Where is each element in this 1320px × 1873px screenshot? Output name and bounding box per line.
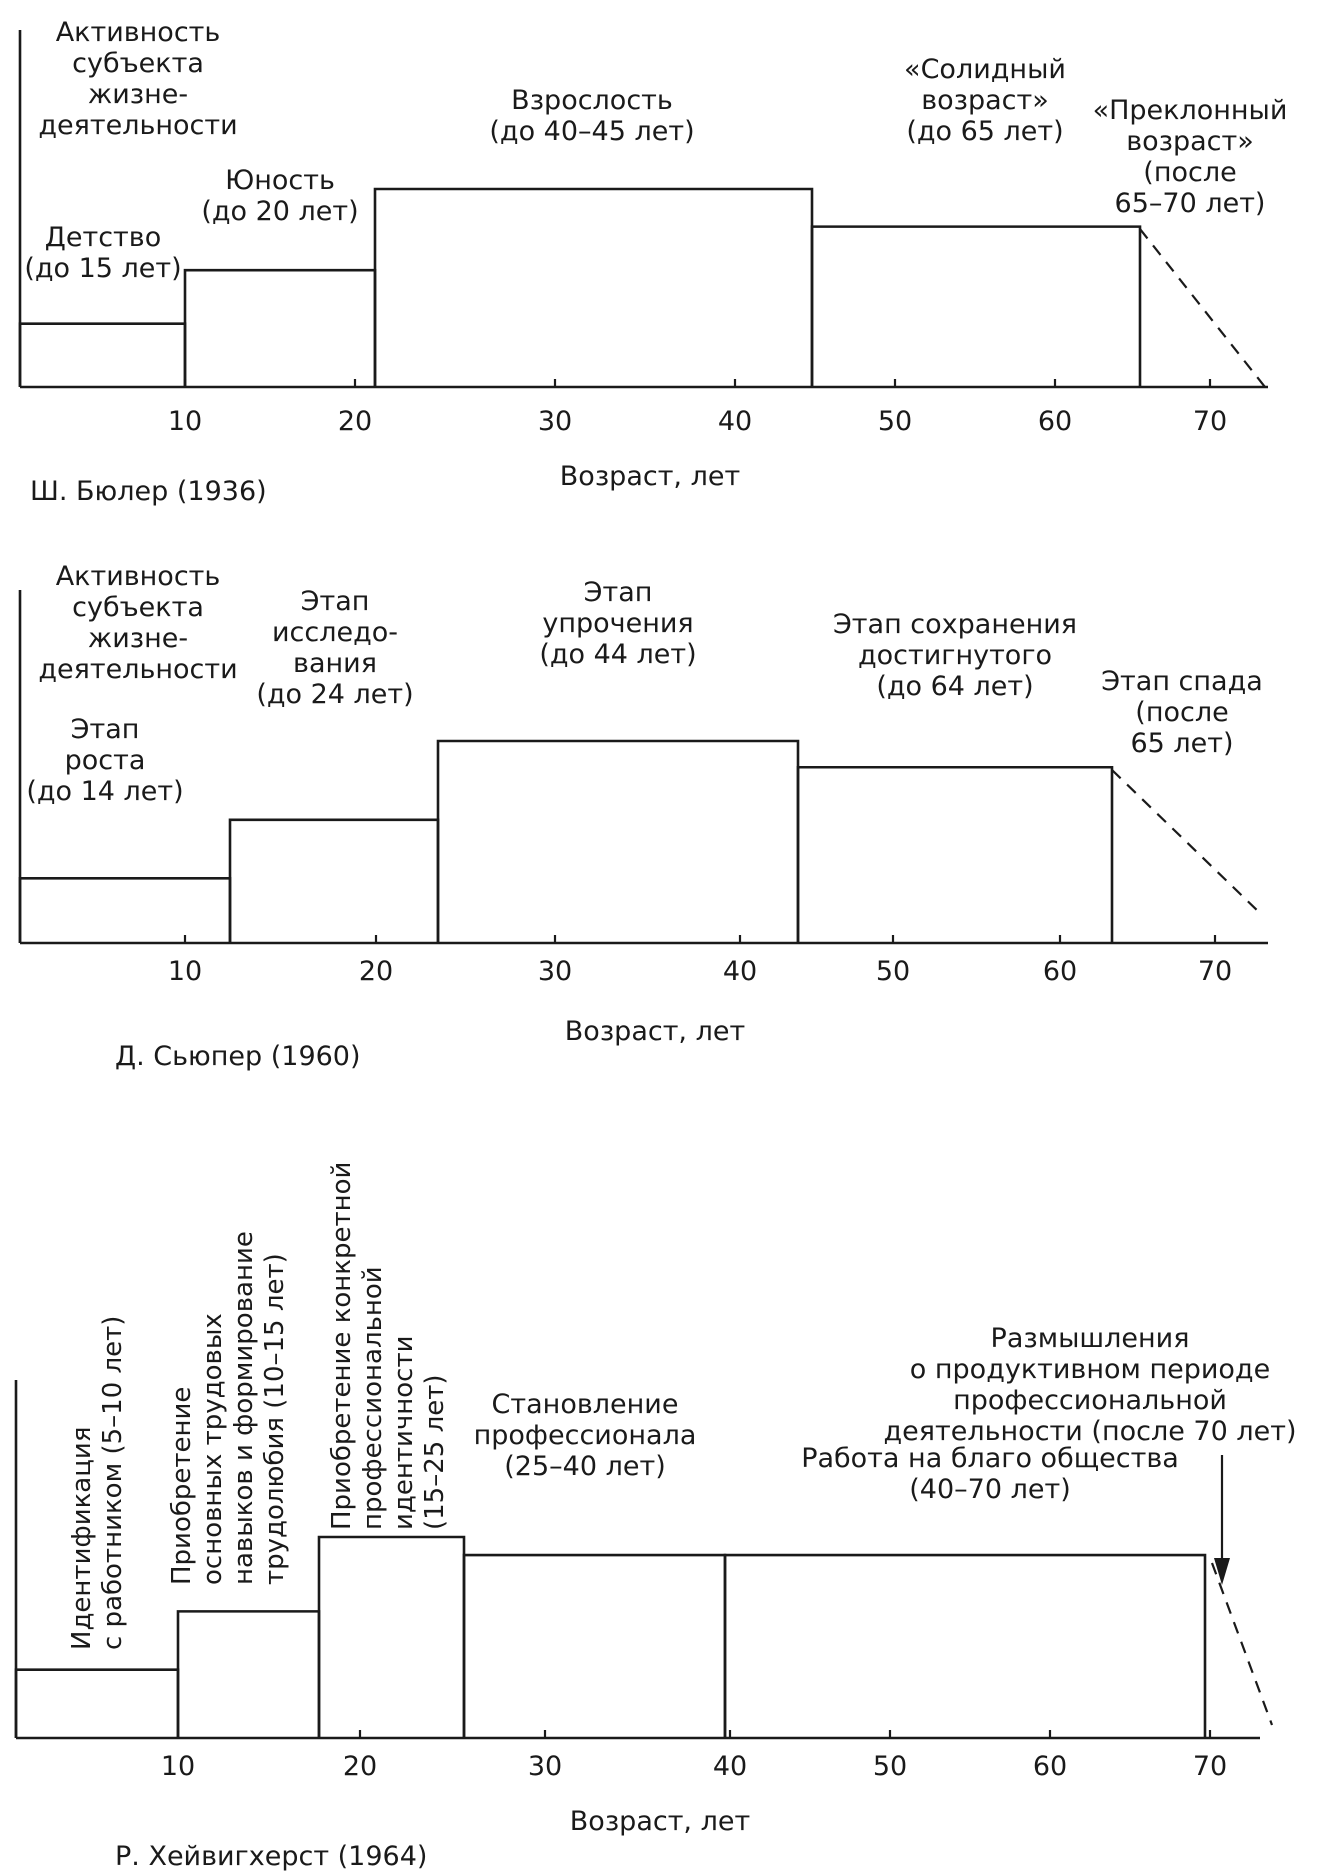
stage-bar [185,270,375,387]
y-axis-label: деятельности [38,654,238,685]
tick-label: 60 [1042,956,1078,987]
tick-label: 40 [712,1751,748,1782]
stage-label-vertical: основных трудовых [198,1313,228,1585]
stage-label: (до 15 лет) [24,253,182,284]
decline-label: деятельности (после 70 лет) [883,1416,1297,1447]
stage-label-vertical: трудолюбия (10–15 лет) [260,1253,290,1585]
tick-label: 10 [167,406,203,437]
tick-label: 40 [717,406,753,437]
stage-label-vertical: с работником (5–10 лет) [98,1315,128,1650]
stage-label: Этап [583,577,653,608]
y-axis-label: Активность [55,561,221,592]
panel-caption: Ш. Бюлер (1936) [30,476,267,507]
stage-label: (до 65 лет) [906,116,1064,147]
decline-label: 65–70 лет) [1114,188,1266,219]
y-axis-label: деятельности [38,110,238,141]
tick-label: 30 [527,1751,563,1782]
decline-label: «Преклонный [1092,95,1288,126]
decline-line [1140,229,1265,387]
decline-label: (после [1135,697,1229,728]
stage-label-vertical: навыков и формирование [229,1231,259,1585]
decline-label: (после [1143,157,1237,188]
stage-label-vertical: Приобретение [167,1386,197,1585]
stage-bar [178,1611,319,1738]
tick-label: 20 [358,956,394,987]
tick-label: 10 [167,956,203,987]
stage-bar [319,1537,464,1738]
stage-label-vertical: (15–25 лет) [420,1374,450,1530]
stage-bar [438,741,798,943]
stage-label: роста [64,745,146,776]
decline-label: о продуктивном периоде [909,1354,1271,1385]
tick-label: 30 [537,956,573,987]
x-axis-label: Возраст, лет [564,1016,746,1047]
stage-label: (до 64 лет) [876,671,1034,702]
stage-label: «Солидный [904,54,1066,85]
x-axis-label: Возраст, лет [559,461,741,492]
stage-label: Детство [44,222,162,253]
tick-label: 20 [342,1751,378,1782]
decline-line [1212,1563,1272,1725]
tick-label: 40 [722,956,758,987]
decline-label: Размышления [990,1323,1190,1354]
stage-bar [725,1555,1205,1738]
panel-caption: Д. Сьюпер (1960) [115,1041,361,1072]
decline-label: 65 лет) [1130,728,1234,759]
panel-caption: Р. Хейвигхерст (1964) [115,1841,428,1872]
decline-label: Этап спада [1101,666,1263,697]
tick-label: 60 [1037,406,1073,437]
stage-label: (25–40 лет) [504,1451,666,1482]
y-axis-label: жизне- [87,623,189,654]
stage-bar [20,878,230,943]
stage-label: Становление [491,1389,679,1420]
stage-label: Юность [225,165,335,196]
chart-panel-3 [16,1162,1296,1872]
decline-line [1112,770,1262,915]
stage-label: (до 14 лет) [26,776,184,807]
tick-label: 50 [875,956,911,987]
y-axis-label: субъекта [72,48,204,79]
chart-panel-2 [20,561,1268,1072]
decline-label: профессиональной [953,1385,1227,1416]
tick-label: 70 [1192,1751,1228,1782]
stage-bar [16,1670,178,1738]
stage-label: Работа на благо общества [801,1443,1179,1474]
stage-bar [230,820,438,943]
stage-bar [812,227,1140,387]
tick-label: 70 [1192,406,1228,437]
stage-bar [375,189,812,387]
chart-panel-1 [20,17,1287,507]
stage-label: возраст» [921,85,1049,116]
stage-label-vertical: профессиональной [358,1266,388,1530]
stage-label: Взрослость [511,85,673,116]
tick-label: 60 [1032,1751,1068,1782]
x-axis-label: Возраст, лет [569,1806,751,1837]
stage-label-vertical: Приобретение конкретной [327,1161,357,1530]
stage-label: упрочения [542,608,694,639]
stage-label: Этап [70,714,140,745]
tick-label: 30 [537,406,573,437]
tick-label: 10 [160,1751,196,1782]
arrow-head [1214,1558,1230,1585]
stage-bar [20,324,185,387]
stage-label: достигнутого [857,640,1053,671]
tick-label: 50 [877,406,913,437]
stage-label: (40–70 лет) [909,1474,1071,1505]
stage-label: (до 20 лет) [201,196,359,227]
stage-label: Этап сохранения [832,609,1078,640]
y-axis-label: субъекта [72,592,204,623]
stage-label-vertical: идентичности [389,1335,419,1530]
stage-label: (до 24 лет) [256,679,414,710]
stage-label: (до 40–45 лет) [489,116,695,147]
tick-label: 50 [872,1751,908,1782]
stage-bar [464,1555,725,1738]
y-axis-label: Активность [55,17,221,48]
stage-label: вания [293,648,377,679]
stage-label: профессионала [473,1420,697,1451]
stage-label: Этап [300,586,370,617]
y-axis-label: жизне- [87,79,189,110]
decline-label: возраст» [1126,126,1254,157]
stage-label-vertical: Идентификация [67,1426,97,1650]
stage-label: (до 44 лет) [539,639,697,670]
tick-label: 70 [1197,956,1233,987]
stage-bar [798,767,1112,943]
tick-label: 20 [337,406,373,437]
stage-label: исследо- [271,617,399,648]
